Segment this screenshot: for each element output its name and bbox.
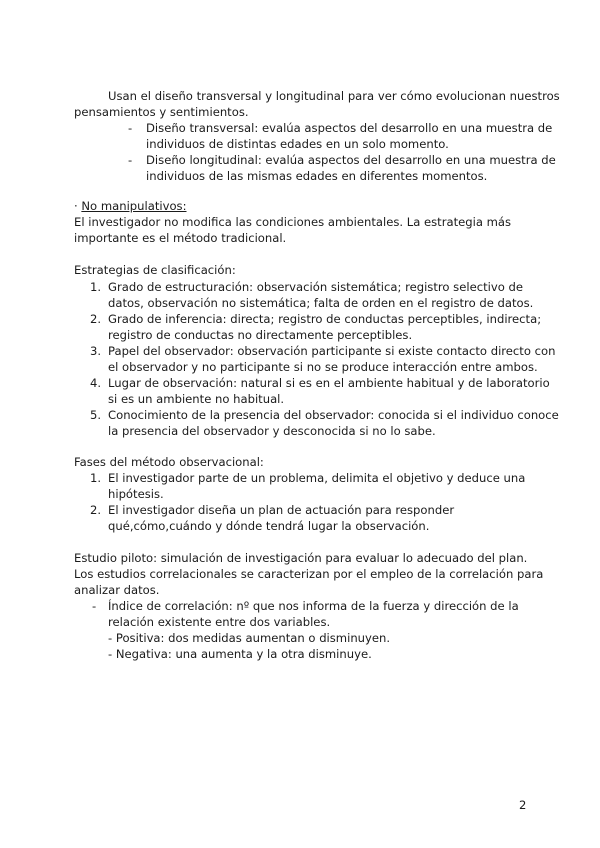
- fases-heading: Fases del método observacional:: [74, 455, 264, 469]
- indice-line-2: relación existente entre dos variables.: [108, 615, 331, 629]
- estrategia-3-line-1: Papel del observador: observación participante si existe contacto directo con: [108, 344, 556, 358]
- intro-line-2: pensamientos y sentimientos.: [74, 105, 249, 119]
- estrategia-1-line-1: Grado de estructuración: observación sistemática; registro selectivo de: [108, 280, 523, 294]
- bullet-marker: -: [128, 153, 133, 167]
- estrategia-2-line-2: registro de conductas no directamente perceptibles.: [108, 328, 413, 342]
- no-manipulativos-heading: [74, 198, 530, 214]
- bullet-longitudinal-line-2: individuos de las mismas edades en diferentes momentos.: [146, 169, 488, 183]
- estrategia-4-line-2: si es un ambiente no habitual.: [108, 392, 285, 406]
- indice-line-1: Índice de correlación: nº que nos informa de la fuerza y dirección de la: [108, 599, 519, 613]
- estrategia-1-line-2: datos, observación no sistemática; falta de orden en el registro de datos.: [108, 296, 534, 310]
- indice-positiva: - Positiva: dos medidas aumentan o disminuyen.: [108, 631, 391, 645]
- list-number: 2.: [90, 503, 102, 517]
- heading-prefix: ·: [74, 199, 82, 213]
- list-number: 5.: [90, 408, 102, 422]
- no-manipulativos-line-1: El investigador no modifica las condiciones ambientales. La estrategia más: [74, 215, 512, 229]
- fase-1-line-2: hipótesis.: [108, 487, 164, 501]
- list-number: 4.: [90, 376, 102, 390]
- no-manipulativos-line-2: importante es el método tradicional.: [74, 231, 287, 245]
- estrategia-4-line-1: Lugar de observación: natural si es en el ambiente habitual y de laboratorio: [108, 376, 550, 390]
- indice-negativa: - Negativa: una aumenta y la otra disminuye.: [108, 647, 372, 661]
- list-number: 1.: [90, 280, 102, 294]
- list-number: 2.: [90, 312, 102, 326]
- bullet-transversal-line-1: Diseño transversal: evalúa aspectos del desarrollo en una muestra de: [146, 121, 553, 135]
- page-number: 2: [519, 798, 527, 812]
- list-number: 1.: [90, 471, 102, 485]
- fase-2-line-1: El investigador diseña un plan de actuación para responder: [108, 503, 455, 517]
- intro-line-1: Usan el diseño transversal y longitudinal para ver cómo evolucionan nuestros: [108, 89, 560, 103]
- estrategia-5-line-1: Conocimiento de la presencia del observador: conocida si el individuo conoce: [108, 408, 559, 422]
- bullet-marker: -: [92, 599, 97, 613]
- fase-1-line-1: El investigador parte de un problema, delimita el objetivo y deduce una: [108, 471, 526, 485]
- piloto-line-3: analizar datos.: [74, 583, 160, 597]
- estrategia-5-line-2: la presencia del observador y desconocida si no lo sabe.: [108, 424, 436, 438]
- estrategias-heading: Estrategias de clasificación:: [74, 263, 236, 277]
- bullet-transversal-line-2: individuos de distintas edades en un solo momento.: [146, 137, 449, 151]
- bullet-longitudinal-line-1: Diseño longitudinal: evalúa aspectos del desarrollo en una muestra de: [146, 153, 556, 167]
- bullet-marker: -: [128, 121, 133, 135]
- estrategia-3-line-2: el observador y no participante si no se produce interacción entre ambos.: [108, 360, 538, 374]
- estrategia-2-line-1: Grado de inferencia: directa; registro de conductas perceptibles, indirecta;: [108, 312, 542, 326]
- piloto-line-2: Los estudios correlacionales se caracterizan por el empleo de la correlación para: [74, 567, 544, 581]
- list-number: 3.: [90, 344, 102, 358]
- piloto-line-1: Estudio piloto: simulación de investigación para evaluar lo adecuado del plan.: [74, 551, 528, 565]
- fase-2-line-2: qué,cómo,cuándo y dónde tendrá lugar la observación.: [108, 519, 430, 533]
- heading-text: No manipulativos:: [81, 199, 187, 213]
